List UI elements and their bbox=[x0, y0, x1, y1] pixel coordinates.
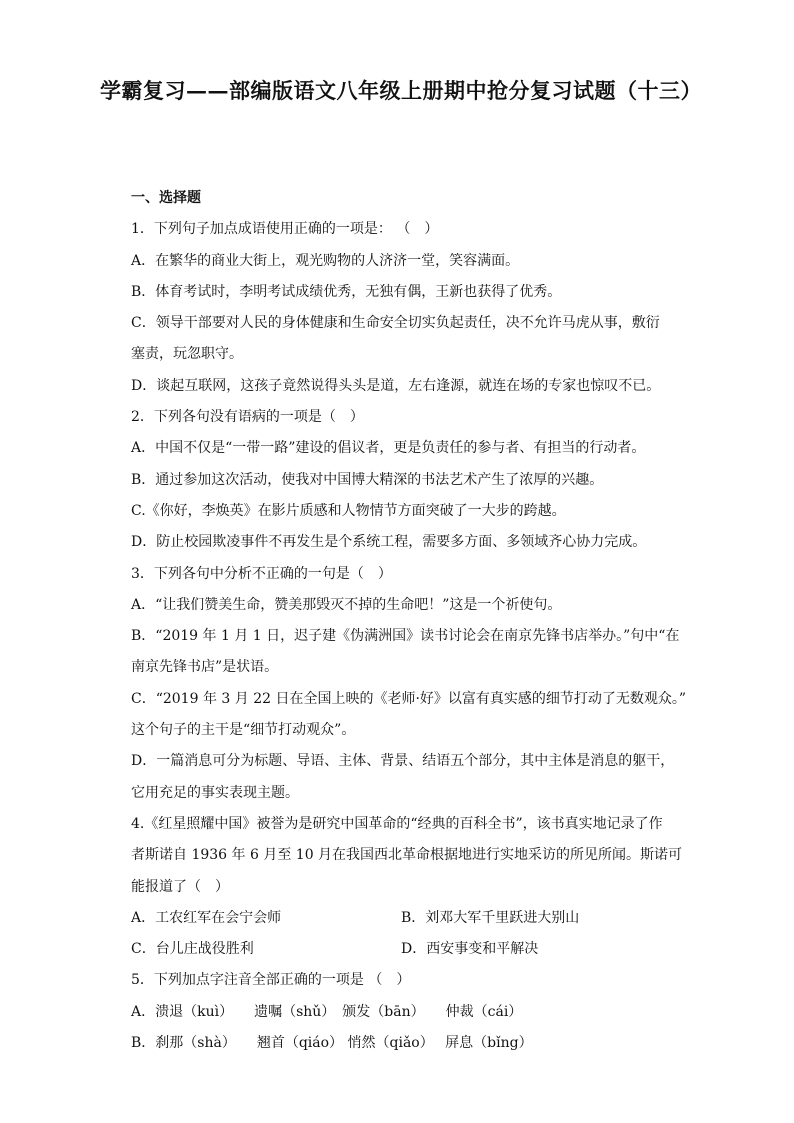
question-2-option-c: C.《你好，李焕英》在影片质感和人物情节方面突破了一大步的跨越。 bbox=[131, 502, 566, 519]
question-1-option-a: A．在繁华的商业大街上，观光购物的人济济一堂，笑容满面。 bbox=[131, 252, 520, 269]
question-3-stem: 3．下列各句中分析不正确的一句是（ ） bbox=[131, 565, 392, 582]
question-5-option-a: A．溃退（kuì） 遗嘱（shǔ） 颁发（bān） 仲裁（cái） bbox=[131, 1003, 523, 1020]
document-title: 学霸复习——部编版语文八年级上册期中抢分复习试题（十三） bbox=[100, 78, 702, 103]
question-3-option-c: C．“2019 年 3 月 22 日在全国上映的《老师·好》以富有真实感的细节打动了无数观众。” bbox=[131, 690, 687, 707]
question-3-option-c-cont: 这个句子的主干是“细节打动观众”。 bbox=[131, 722, 356, 739]
question-2-option-b: B．通过参加这次活动，使我对中国博大精深的书法艺术产生了浓厚的兴趣。 bbox=[131, 471, 604, 488]
question-5-stem: 5．下列加点字注音全部正确的一项是 （ ） bbox=[131, 972, 411, 989]
question-4-option-b: B．刘邓大军千里跃进大别山 bbox=[401, 909, 580, 926]
question-4-options-row-1 bbox=[131, 903, 671, 934]
question-1-stem: 1．下列句子加点成语使用正确的一项是： （ ） bbox=[131, 221, 439, 238]
question-4-stem-end: 能报道了（ ） bbox=[131, 878, 229, 895]
question-4-option-d: D．西安事变和平解决 bbox=[401, 941, 539, 958]
question-4-option-c: C．台儿庄战役胜利 bbox=[131, 941, 254, 958]
question-4-options-row-2 bbox=[131, 934, 671, 965]
question-3-option-b: B．“2019 年 1 月 1 日，迟子建《伪满洲国》读书讨论会在南京先锋书店举办。”句中“在 bbox=[131, 628, 680, 645]
question-2-option-d: D．防止校园欺凌事件不再发生是个系统工程，需要多方面、多领域齐心协力完成。 bbox=[131, 534, 647, 551]
question-3-option-d-cont: 它用充足的事实表现主题。 bbox=[131, 784, 299, 801]
section-heading: 一、选择题 bbox=[131, 190, 201, 206]
document-body bbox=[131, 183, 687, 1059]
question-2-option-a: A．中国不仅是“一带一路”建设的倡议者，更是负责任的参与者、有担当的行动者。 bbox=[131, 440, 646, 457]
question-1-option-c-cont: 塞责，玩忽职守。 bbox=[131, 346, 243, 363]
question-4-option-a: A．工农红军在会宁会师 bbox=[131, 909, 282, 926]
question-3-option-a: A．“让我们赞美生命，赞美那毁灭不掉的生命吧！”这是一个祈使句。 bbox=[131, 596, 562, 613]
question-1-option-d: D．谈起互联网，这孩子竟然说得头头是道，左右逢源，就连在场的专家也惊叹不已。 bbox=[131, 377, 661, 394]
question-3-option-d: D．一篇消息可分为标题、导语、主体、背景、结语五个部分，其中主体是消息的躯干， bbox=[131, 753, 675, 770]
question-2-stem: 2．下列各句没有语病的一项是（ ） bbox=[131, 409, 364, 426]
question-5-option-b: B．刹那（shà） 翘首（qiáo） 悄然（qiǎo） 屏息（bǐng） bbox=[131, 1035, 533, 1052]
question-4-stem: 4.《红星照耀中国》被誉为是研究中国革命的“经典的百科全书”，该书真实地记录了作 bbox=[131, 815, 663, 832]
question-1-option-b: B．体育考试时，李明考试成绩优秀，无独有偶，王新也获得了优秀。 bbox=[131, 283, 562, 300]
question-3-option-b-cont: 南京先锋书店”是状语。 bbox=[131, 659, 279, 676]
question-1-option-c: C．领导干部要对人民的身体健康和生命安全切实负起责任，决不允许马虎从事，敷衍 bbox=[131, 315, 660, 332]
question-4-stem-cont: 者斯诺自 1936 年 6 月至 10 月在我国西北革命根据地进行实地采访的所见所闻。斯诺可 bbox=[131, 847, 683, 864]
